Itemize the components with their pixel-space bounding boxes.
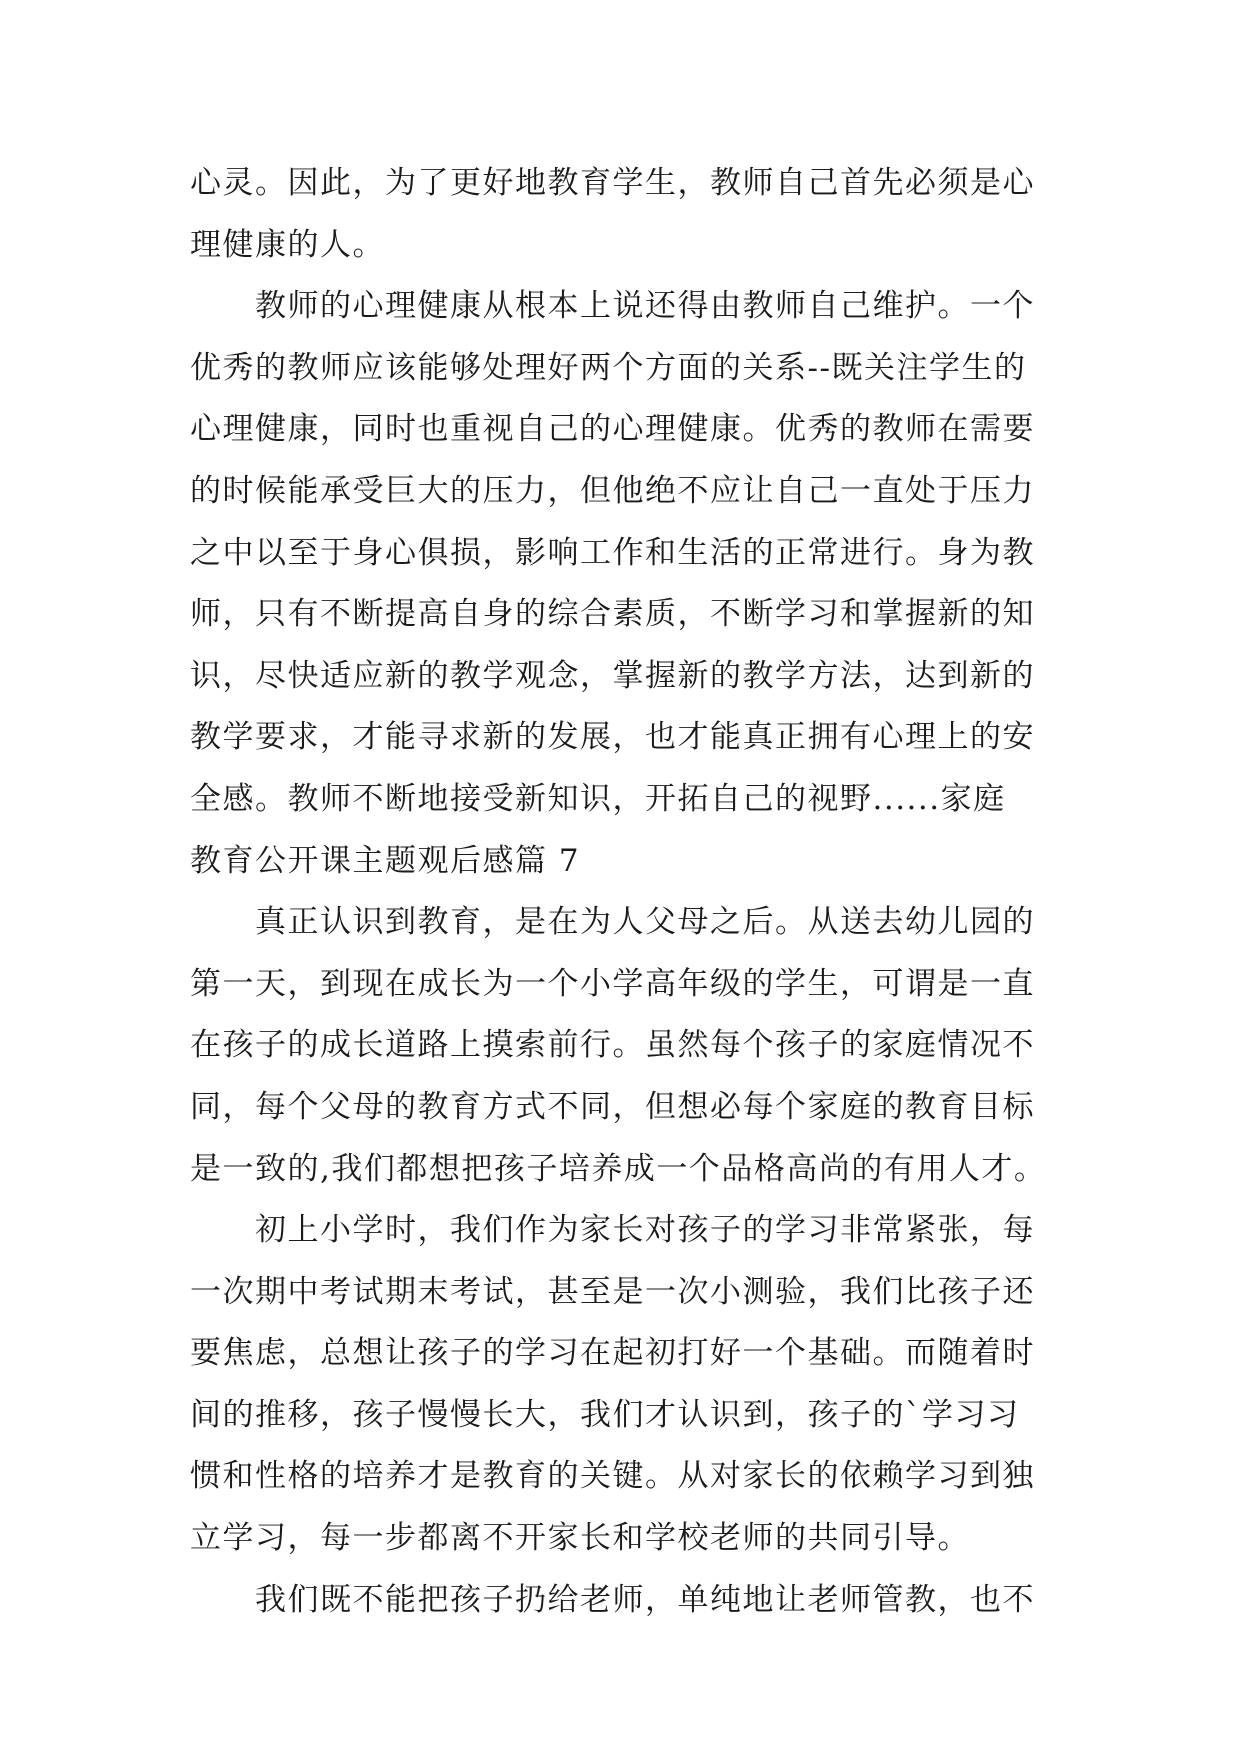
text-line: 理健康的人。 — [190, 226, 385, 263]
text-line: 立学习，每一步都离不开家长和学校老师的共同引导。 — [190, 1520, 970, 1557]
text-line: 同，每个父母的教育方式不同，但想必每个家庭的教育目标 — [190, 1088, 1035, 1125]
text-line: 第一天，到现在成长为一个小学高年级的学生，可谓是一直 — [190, 965, 1035, 1002]
text-line: 心理健康，同时也重视自己的心理健康。优秀的教师在需要 — [190, 411, 1035, 448]
text-line: 是一致的,我们都想把孩子培养成一个品格高尚的有用人才。 — [190, 1150, 1047, 1187]
text-line: 师，只有不断提高自身的综合素质，不断学习和掌握新的知 — [190, 596, 1035, 633]
text-line: 识，尽快适应新的教学观念，掌握新的教学方法，达到新的 — [190, 657, 1035, 694]
text-line: 惯和性格的培养才是教育的关键。从对家长的依赖学习到独 — [190, 1458, 1035, 1495]
text-line: 的时候能承受巨大的压力，但他绝不应让自己一直处于压力 — [190, 472, 1035, 509]
text-line: 教育公开课主题观后感篇 7 — [190, 842, 581, 879]
text-line: 一次期中考试期末考试，甚至是一次小测验，我们比孩子还 — [190, 1273, 1035, 1310]
text-line: 全感。教师不断地接受新知识，开拓自己的视野......家庭 — [190, 780, 1006, 817]
body-text — [190, 153, 1052, 1631]
text-line: 教学要求，才能寻求新的发展，也才能真正拥有心理上的安 — [190, 719, 1035, 756]
text-line: 真正认识到教育，是在为人父母之后。从送去幼儿园的 — [255, 904, 1035, 941]
text-line: 在孩子的成长道路上摸索前行。虽然每个孩子的家庭情况不 — [190, 1027, 1035, 1064]
text-line: 优秀的教师应该能够处理好两个方面的关系--既关注学生的 — [190, 349, 1027, 386]
text-line: 初上小学时，我们作为家长对孩子的学习非常紧张，每 — [255, 1212, 1035, 1249]
text-line: 要焦虑，总想让孩子的学习在起初打好一个基础。而随着时 — [190, 1335, 1035, 1372]
text-line: 我们既不能把孩子扔给老师，单纯地让老师管教，也不 — [255, 1581, 1035, 1618]
text-line: 教师的心理健康从根本上说还得由教师自己维护。一个 — [255, 288, 1035, 325]
text-line: 心灵。因此，为了更好地教育学生，教师自己首先必须是心 — [190, 165, 1035, 201]
text-line: 间的推移，孩子慢慢长大，我们才认识到，孩子的`学习习 — [190, 1396, 1020, 1433]
text-line: 之中以至于身心俱损，影响工作和生活的正常进行。身为教 — [190, 534, 1035, 571]
